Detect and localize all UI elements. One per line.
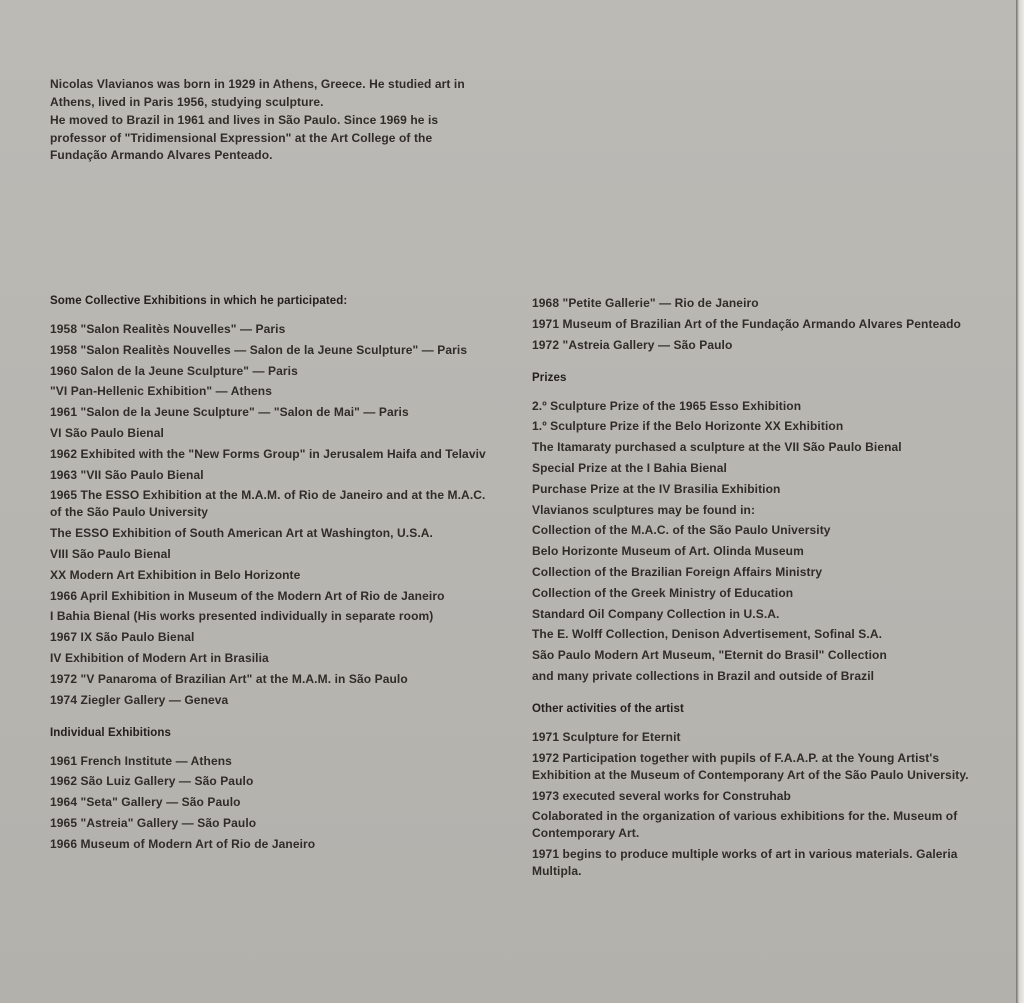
list-item: 1958 "Salon Realitès Nouvelles" — Paris (50, 322, 286, 336)
individual-exhibitions-heading: Individual Exhibitions (50, 726, 172, 739)
list-item: 1964 "Seta" Gallery — São Paulo (50, 795, 241, 810)
prizes-list (532, 398, 977, 685)
list-item: and many private collections in Brazil and outside of Brazil (532, 668, 875, 683)
list-item: Collection of the M.A.C. of the São Paulo University (532, 523, 831, 538)
left-column (50, 295, 495, 857)
collective-exhibitions-heading: Some Collective Exhibitions in which he participated: (50, 295, 348, 307)
list-item: 1962 Exhibited with the "New Forms Group" in Jerusalem Haifa and Telaviv (50, 446, 486, 461)
list-item: Standard Oil Company Collection in U.S.A. (532, 606, 780, 621)
list-item: 1968 "Petite Gallerie" — Rio de Janeiro (532, 296, 759, 310)
list-item: 1961 French Institute — Athens (50, 753, 232, 768)
list-item: 1971 Sculpture for Eternit (532, 729, 681, 744)
list-item: Collection of the Greek Ministry of Education (532, 585, 794, 600)
list-item: VIII São Paulo Bienal (50, 546, 171, 561)
list-item: 1.º Sculpture Prize if the Belo Horizonte XX Exhibition (532, 419, 844, 434)
page-edge (1016, 0, 1024, 1003)
list-item: Belo Horizonte Museum of Art. Olinda Museum (532, 544, 804, 559)
list-item: 1967 IX São Paulo Bienal (50, 630, 195, 645)
prizes-heading: Prizes (532, 371, 567, 384)
collective-exhibitions-continued-list (532, 295, 977, 354)
list-item: 2.º Sculpture Prize of the 1965 Esso Exhibition (532, 398, 802, 413)
list-item: 1966 Museum of Modern Art of Rio de Janeiro (50, 836, 316, 851)
list-item: Vlavianos sculptures may be found in: (532, 502, 756, 517)
collective-exhibitions-list (50, 321, 495, 709)
list-item: São Paulo Modern Art Museum, "Eternit do Brasil" Collection (532, 648, 887, 663)
list-item: 1962 São Luiz Gallery — São Paulo (50, 774, 254, 789)
list-item: 1965 The ESSO Exhibition at the M.A.M. of Rio de Janeiro and at the M.A.C. of the São Paulo University (50, 488, 486, 520)
artist-biography (50, 76, 490, 165)
list-item: 1972 "Astreia Gallery — São Paulo (532, 337, 733, 352)
list-item: The ESSO Exhibition of South American Art at Washington, U.S.A. (50, 526, 433, 541)
list-item: 1971 Museum of Brazilian Art of the Fundação Armando Alvares Penteado (532, 316, 961, 331)
list-item: The Itamaraty purchased a sculpture at the VII São Paulo Bienal (532, 440, 902, 455)
other-activities-list (532, 729, 977, 880)
list-item: 1971 begins to produce multiple works of art in various materials. Galeria Multipla. (532, 847, 958, 879)
list-item: 1963 "VII São Paulo Bienal (50, 467, 204, 482)
bio-paragraph: He moved to Brazil in 1961 and lives in São Paulo. Since 1969 he is professor of "Tridimensional Expression" at the Art College of the Fundação Armando Alvares Penteado. (50, 113, 439, 162)
list-item: Purchase Prize at the IV Brasilia Exhibition (532, 481, 781, 496)
list-item: I Bahia Bienal (His works presented individually in separate room) (50, 609, 434, 624)
list-item: 1965 "Astreia" Gallery — São Paulo (50, 815, 257, 830)
list-item: 1972 Participation together with pupils of F.A.A.P. at the Young Artist's Exhibition at the Museum of Contemporany Art of the São Paulo University. (532, 750, 969, 782)
list-item: 1972 "V Panaroma of Brazilian Art" at the M.A.M. in São Paulo (50, 671, 408, 686)
individual-exhibitions-list (50, 753, 495, 853)
right-column (532, 295, 977, 884)
list-item: "VI Pan-Hellenic Exhibition" — Athens (50, 384, 272, 399)
list-item: IV Exhibition of Modern Art in Brasilia (50, 650, 269, 665)
list-item: 1974 Ziegler Gallery — Geneva (50, 692, 229, 707)
other-activities-heading: Other activities of the artist (532, 702, 684, 715)
list-item: The E. Wolff Collection, Denison Advertisement, Sofinal S.A. (532, 627, 883, 642)
list-item: 1961 "Salon de la Jeune Sculpture" — "Salon de Mai" — Paris (50, 405, 409, 420)
list-item: Colaborated in the organization of various exhibitions for the. Museum of Contemporary Art. (532, 809, 958, 841)
list-item: 1973 executed several works for Construhab (532, 788, 791, 803)
list-item: 1966 April Exhibition in Museum of the Modern Art of Rio de Janeiro (50, 588, 445, 603)
list-item: Collection of the Brazilian Foreign Affairs Ministry (532, 564, 823, 579)
list-item: 1960 Salon de la Jeune Sculpture" — Paris (50, 363, 298, 378)
list-item: 1958 "Salon Realitès Nouvelles — Salon de la Jeune Sculpture" — Paris (50, 342, 468, 357)
bio-paragraph: Nicolas Vlavianos was born in 1929 in Athens, Greece. He studied art in Athens, lived in Paris 1956, studying sculpture. (50, 77, 465, 109)
list-item: VI São Paulo Bienal (50, 425, 164, 440)
list-item: XX Modern Art Exhibition in Belo Horizonte (50, 567, 301, 582)
list-item: Special Prize at the I Bahia Bienal (532, 460, 727, 475)
